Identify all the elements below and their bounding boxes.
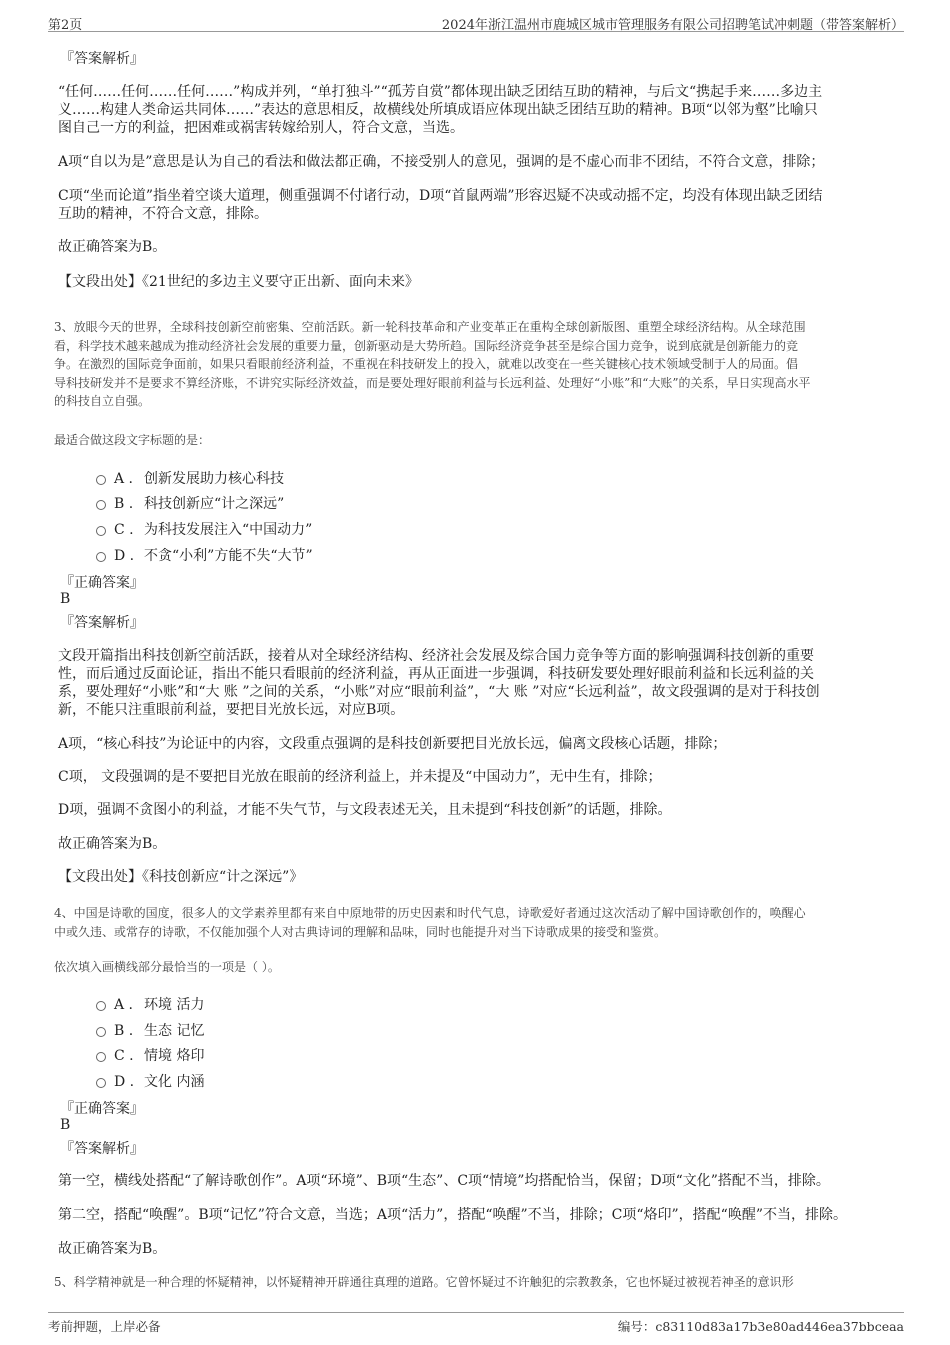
- option-text: 生态 记忆: [144, 1023, 205, 1039]
- document-title: 2024年浙江温州市鹿城区城市管理服务有限公司招聘笔试冲刺题（带答案解析）: [441, 18, 904, 33]
- q4-question-text: [54, 904, 900, 941]
- q3-option-d[interactable]: [96, 545, 313, 563]
- q3-analysis-label: 『答案解析』: [60, 615, 144, 631]
- q4-text-line1: 4、中国是诗歌的国度，很多人的文学素养里都有来自中原地带的历史因素和时代气息，诗歌爱好者通过这次活动了解中国诗歌创作的，唤醒心: [54, 906, 806, 920]
- q2-analysis-p3-line1: C项“坐而论道”指坐着空谈大道理，侧重强调不付诸行动，D项“首鼠两端”形容迟疑不决或动摇不定，均没有体现出缺乏团结: [58, 188, 823, 204]
- option-text: 科技创新应“计之深远”: [144, 496, 285, 512]
- page-header: [48, 12, 904, 32]
- q5-text-line1: 5、科学精神就是一种合理的怀疑精神，以怀疑精神开辟通往真理的道路。它曾怀疑过不许触犯的宗教教条，它也怀疑过被视若神圣的意识形: [54, 1275, 794, 1289]
- q3-text-line3: 争。在激烈的国际竞争面前，如果只看眼前经济利益，不重视在科技研发上的投入，就难以改变在一些关键核心技术领域受制于人的局面。倡: [54, 357, 799, 371]
- option-letter: A .: [114, 471, 134, 487]
- document-id: 编号：c83110d83a17b3e80ad446ea37bbceaa: [617, 1319, 904, 1334]
- radio-icon[interactable]: [96, 1052, 106, 1062]
- q3-answer-conclusion: 故正确答案为B。: [58, 836, 167, 852]
- footer-slogan: 考前押题，上岸必备: [48, 1319, 161, 1334]
- q3-source: 【文段出处】《科技创新应“计之深远”》: [58, 869, 304, 885]
- q4-analysis-p2: 第二空，搭配“唤醒”。B项“记忆”符合文意，当选；A项“活力”，搭配“唤醒”不当，排除；C项“烙印”，搭配“唤醒”不当，排除。: [58, 1207, 847, 1223]
- q2-analysis-p1-line3: 图自己一方的利益，把困难或祸害转嫁给别人，符合文意，当选。: [58, 120, 464, 136]
- option-text: 不贪“小利”方能不失“大节”: [144, 548, 313, 564]
- q2-analysis-p3: [58, 187, 888, 223]
- option-letter: C .: [114, 522, 134, 538]
- q3-analysis-p4: D项，强调不贪图小的利益，才能不失气节，与文段表述无关，且未提到“科技创新”的话题，排除。: [58, 802, 672, 818]
- radio-icon[interactable]: [96, 475, 106, 485]
- q2-source: 【文段出处】《21世纪的多边主义要守正出新、面向未来》: [58, 274, 419, 290]
- option-text: 创新发展助力核心科技: [144, 471, 284, 487]
- radio-icon[interactable]: [96, 1078, 106, 1088]
- q4-text-line2: 中或久违、或常存的诗歌，不仅能加强个人对古典诗词的理解和品味，同时也能提升对当下诗歌成果的接受和鉴赏。: [54, 924, 667, 939]
- q2-analysis-p1-line2: 义……构建人类命运共同体……”表达的意思相反，故横线处所填成语应体现出缺乏团结互助的精神。B项“以邻为壑”比喻只: [58, 102, 818, 118]
- q3-analysis-p3: C项， 文段强调的是不要把目光放在眼前的经济利益上，并未提及“中国动力”，无中生有，排除；: [58, 769, 662, 785]
- option-text: 环境 活力: [144, 997, 205, 1013]
- q3-correct-label: 『正确答案』: [60, 575, 144, 591]
- radio-icon[interactable]: [96, 526, 106, 536]
- option-letter: C .: [114, 1048, 134, 1064]
- option-letter: D .: [114, 548, 135, 564]
- q3-analysis-p1-line1: 文段开篇指出科技创新空前活跃，接着从对全球经济结构、经济社会发展及综合国力竞争等方面的影响强调科技创新的重要: [58, 648, 814, 664]
- q3-analysis-p2: A项，“核心科技”为论证中的内容，文段重点强调的是科技创新要把目光放长远，偏离文段核心话题，排除；: [58, 736, 727, 752]
- q4-correct-answer: B: [60, 1117, 71, 1133]
- q3-analysis-p1: [58, 647, 888, 719]
- option-letter: D .: [114, 1074, 135, 1090]
- q2-analysis-p1-line1: “任何……任何……任何……”构成并列，“单打独斗”“孤芳自赏”都体现出缺乏团结互助的精神，与后文“携起手来……多边主: [58, 84, 823, 100]
- option-text: 为科技发展注入“中国动力”: [144, 522, 313, 538]
- q3-analysis-p1-line3: 系，要处理好“小账”和“大 账 ”之间的关系，“小账”对应“眼前利益”，“大 账 ”对应“长远利益”，故文段强调的是对于科技创: [58, 684, 820, 700]
- q2-analysis-p2: A项“自以为是”意思是认为自己的看法和做法都正确，不接受别人的意见，强调的是不虚心而非不团结，不符合文意，排除；: [58, 154, 825, 170]
- q2-analysis-p1: [58, 83, 888, 137]
- q4-analysis-label: 『答案解析』: [60, 1141, 144, 1157]
- radio-icon[interactable]: [96, 1001, 106, 1011]
- radio-icon[interactable]: [96, 500, 106, 510]
- q2-analysis-p3-line2: 互助的精神，不符合文意，排除。: [58, 206, 268, 222]
- q3-text-line1: 3、放眼今天的世界，全球科技创新空前密集、空前活跃。新一轮科技革命和产业变革正在重构全球创新版图、重塑全球经济结构。从全球范围: [54, 320, 806, 334]
- q3-option-c[interactable]: [96, 519, 312, 537]
- q4-option-b[interactable]: [96, 1020, 204, 1038]
- option-letter: A .: [114, 997, 134, 1013]
- q3-text-line4: 导科技研发并不是要求不算经济账，不讲究实际经济效益，而是要处理好眼前利益与长远利益、处理好“小账”和“大账”的关系，早日实现高水平: [54, 375, 811, 390]
- radio-icon[interactable]: [96, 552, 106, 562]
- q4-prompt: 依次填入画横线部分最恰当的一项是（ ）。: [54, 960, 280, 974]
- q4-option-a[interactable]: [96, 994, 204, 1012]
- q3-text-line2: 看，科学技术越来越成为推动经济社会发展的重要力量，创新驱动是大势所趋。国际经济竞争甚至是综合国力竞争，说到底就是创新能力的竞: [54, 338, 799, 353]
- q4-correct-label: 『正确答案』: [60, 1101, 144, 1117]
- q3-option-b[interactable]: [96, 493, 284, 511]
- q4-answer-conclusion: 故正确答案为B。: [58, 1241, 167, 1257]
- page-number: 第2页: [48, 18, 83, 33]
- q4-analysis-p1: 第一空，横线处搭配“了解诗歌创作”。A项“环境”、B项“生态”、C项“情境”均搭配恰当，保留；D项“文化”搭配不当，排除。: [58, 1173, 830, 1189]
- q4-option-d[interactable]: [96, 1071, 204, 1089]
- q3-correct-answer: B: [60, 591, 71, 607]
- option-letter: B .: [114, 496, 134, 512]
- q5-question-text: [54, 1273, 900, 1292]
- q2-answer-conclusion: 故正确答案为B。: [58, 239, 167, 255]
- q3-text-line5: 的科技自立自强。: [54, 394, 151, 408]
- option-text: 情境 烙印: [144, 1048, 205, 1064]
- q4-option-c[interactable]: [96, 1045, 204, 1063]
- radio-icon[interactable]: [96, 1027, 106, 1037]
- q3-analysis-p1-line2: 性，而后通过反面论证，指出不能只看眼前的经济利益，再从正面进一步强调，科技研发要处理好眼前利益和长远利益的关: [58, 666, 814, 682]
- page-footer: [48, 1312, 904, 1334]
- q2-analysis-label: 『答案解析』: [60, 51, 144, 67]
- q3-prompt: 最适合做这段文字标题的是：: [54, 433, 211, 447]
- q3-option-a[interactable]: [96, 468, 284, 486]
- q3-analysis-p1-line4: 新，不能只注重眼前利益，要把目光放长远，对应B项。: [58, 702, 405, 718]
- q3-question-text: [54, 318, 900, 411]
- option-letter: B .: [114, 1023, 134, 1039]
- option-text: 文化 内涵: [144, 1074, 205, 1090]
